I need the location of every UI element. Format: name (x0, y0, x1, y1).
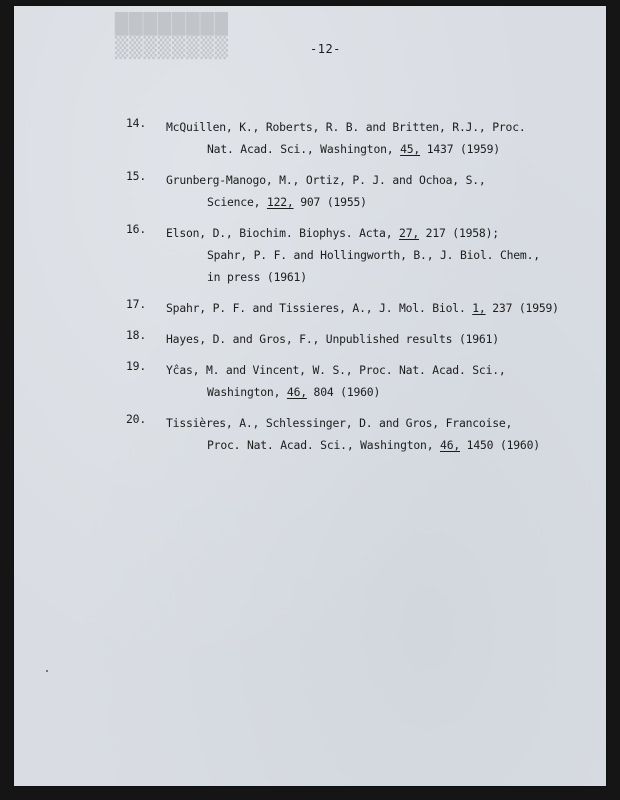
reference-item (126, 297, 606, 319)
reference-text: Nat. Acad. Sci., Washington, (207, 142, 401, 156)
reference-text: Yĉas, M. and Vincent, W. S., Proc. Nat. Acad. Sci., (166, 363, 506, 377)
volume-underlined: 46, (286, 385, 307, 399)
reference-text: 804 (1960) (306, 385, 381, 399)
reference-text: 237 (1959) (485, 301, 559, 315)
reference-text: Washington, (207, 385, 287, 399)
volume-underlined: 46, (440, 438, 461, 452)
reference-number: 17. (126, 297, 146, 311)
volume-underlined: 122, (266, 195, 294, 209)
reference-line (126, 359, 606, 381)
show-through-bleed: ████████ ▒▒▒▒▒▒▒▒ (114, 12, 228, 60)
reference-text: 1450 (1960) (460, 438, 540, 452)
reference-line (126, 116, 606, 138)
reference-text: McQuillen, K., Roberts, R. B. and Britten, R.J., Proc. (166, 120, 526, 134)
reference-line (126, 328, 606, 350)
reference-number: 14. (126, 116, 146, 130)
reference-item (126, 222, 606, 288)
reference-item (126, 359, 606, 403)
reference-text: Hayes, D. and Gros, F., Unpublished results (1961) (166, 332, 499, 346)
reference-item (126, 116, 606, 160)
reference-text: Proc. Nat. Acad. Sci., Washington, (207, 438, 441, 452)
reference-list (126, 116, 606, 465)
reference-text: Spahr, P. F. and Tissieres, A., J. Mol. Biol. (166, 301, 473, 315)
reference-text: Grunberg-Manogo, M., Ortiz, P. J. and Ochoa, S., (166, 173, 486, 187)
reference-item (126, 328, 606, 350)
reference-line (126, 191, 606, 213)
volume-underlined: 27, (399, 226, 420, 240)
reference-number: 15. (126, 169, 146, 183)
reference-line (126, 266, 606, 288)
reference-text: Tissières, A., Schlessinger, D. and Gros, Francoise, (166, 416, 513, 430)
volume-underlined: 45, (400, 142, 421, 156)
reference-line (126, 297, 606, 319)
reference-text: Spahr, P. F. and Hollingworth, B., J. Biol. Chem., (207, 248, 540, 262)
reference-line (126, 434, 606, 456)
reference-item (126, 169, 606, 213)
paper-speck (46, 670, 48, 672)
reference-text: Elson, D., Biochim. Biophys. Acta, (166, 226, 400, 240)
reference-line (126, 222, 606, 244)
volume-underlined: 1, (472, 301, 486, 315)
reference-line (126, 169, 606, 191)
reference-text: Science, (207, 195, 267, 209)
reference-item (126, 412, 606, 456)
reference-number: 19. (126, 359, 146, 373)
page-number: -12- (310, 42, 341, 56)
reference-number: 18. (126, 328, 146, 342)
reference-text: 1437 (1959) (420, 142, 500, 156)
reference-line (126, 138, 606, 160)
reference-text: 217 (1958); (419, 226, 499, 240)
reference-line (126, 381, 606, 403)
reference-text: in press (1961) (207, 270, 307, 284)
document-page (14, 6, 606, 786)
reference-number: 16. (126, 222, 146, 236)
reference-line (126, 412, 606, 434)
reference-number: 20. (126, 412, 146, 426)
reference-text: 907 (1955) (293, 195, 367, 209)
reference-line (126, 244, 606, 266)
